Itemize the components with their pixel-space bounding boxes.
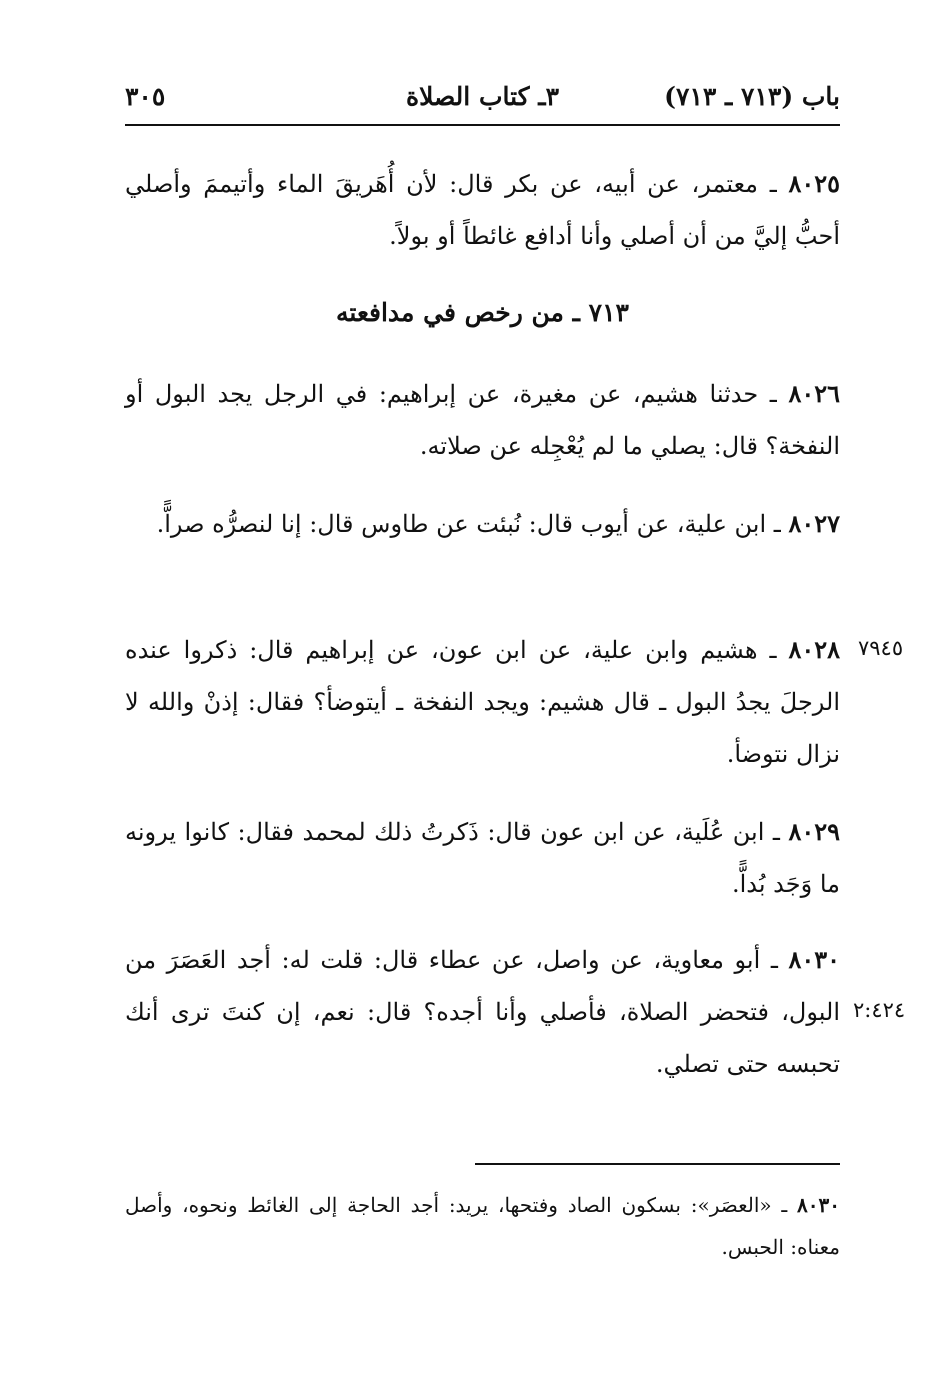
- hadith-text: ـ هشيم وابن علية، عن ابن عون، عن إبراهيم قال: ذكروا عنده الرجلَ يجدُ البول ـ قال هشيم: ويجد النفخة ـ أيتوضأ؟ فقال: إذنْ والله لا نزال نتوضأ.: [125, 636, 840, 768]
- hadith-text: ـ ابن عُلَية، عن ابن عون قال: ذَكرتُ ذلك لمحمد فقال: كانوا يرونه ما وَجَد بُداًّ.: [125, 818, 840, 898]
- footnote-text: ـ «العصَر»: بسكون الصاد وفتحها، يريد: أجد الحاجة إلى الغائط ونحوه، وأصل معناه: الحبس.: [125, 1193, 840, 1259]
- header-divider: [125, 124, 840, 126]
- chapter-range: باب (٧١٣ ـ ٧١٣): [664, 82, 840, 111]
- section-title: ٧١٣ ـ من رخص في مدافعته: [336, 298, 629, 327]
- footnote-number: ٨٠٣٠: [797, 1193, 840, 1217]
- hadith-number: ٨٠٢٧: [788, 509, 840, 538]
- hadith-number: ٨٠٢٨: [788, 635, 840, 664]
- hadith-number: ٨٠٢٩: [788, 817, 840, 846]
- running-header: [125, 82, 840, 122]
- hadith-paragraph: [125, 934, 840, 1090]
- hadith-text: ـ ابن علية، عن أيوب قال: نُبئت عن طاوس قال: إنا لنصرُّه صراًّ.: [156, 510, 789, 538]
- hadith-number: ٨٠٢٥: [788, 169, 840, 198]
- footnote-divider: [475, 1163, 840, 1165]
- footnote: [125, 1184, 840, 1268]
- margin-reference: ٧٩٤٥: [858, 636, 904, 660]
- hadith-text: ـ حدثنا هشيم، عن مغيرة، عن إبراهيم: في الرجل يجد البول أو النفخة؟ قال: يصلي ما لم يُعْجِله عن صلاته.: [125, 380, 840, 460]
- page-number: ٣٠٥: [125, 82, 166, 111]
- hadith-text: ـ أبو معاوية، عن واصل، عن عطاء قال: قلت له: أجد العَصَرَ من البول، فتحضر الصلاة، فأصلي وأنا أجده؟ قال: نعم، إن كنتَ ترى أنك تحبسه حتى تصلي.: [125, 946, 840, 1078]
- hadith-text: ـ معتمر، عن أبيه، عن بكر قال: لأن أُهَريقَ الماء وأتيممَ وأصلي أحبُّ إليَّ من أن أصلي وأنا أدافع غائطاً أو بولاً.: [125, 170, 840, 250]
- hadith-number: ٨٠٣٠: [788, 945, 840, 974]
- hadith-paragraph: [125, 806, 840, 910]
- hadith-paragraph: [125, 368, 840, 472]
- book-title: ٣ـ كتاب الصلاة: [405, 82, 560, 111]
- hadith-paragraph: [125, 624, 840, 780]
- hadith-paragraph: [125, 498, 840, 550]
- hadith-paragraph: [125, 158, 840, 262]
- hadith-number: ٨٠٢٦: [788, 379, 840, 408]
- margin-reference: ٢:٤٢٤: [853, 998, 906, 1022]
